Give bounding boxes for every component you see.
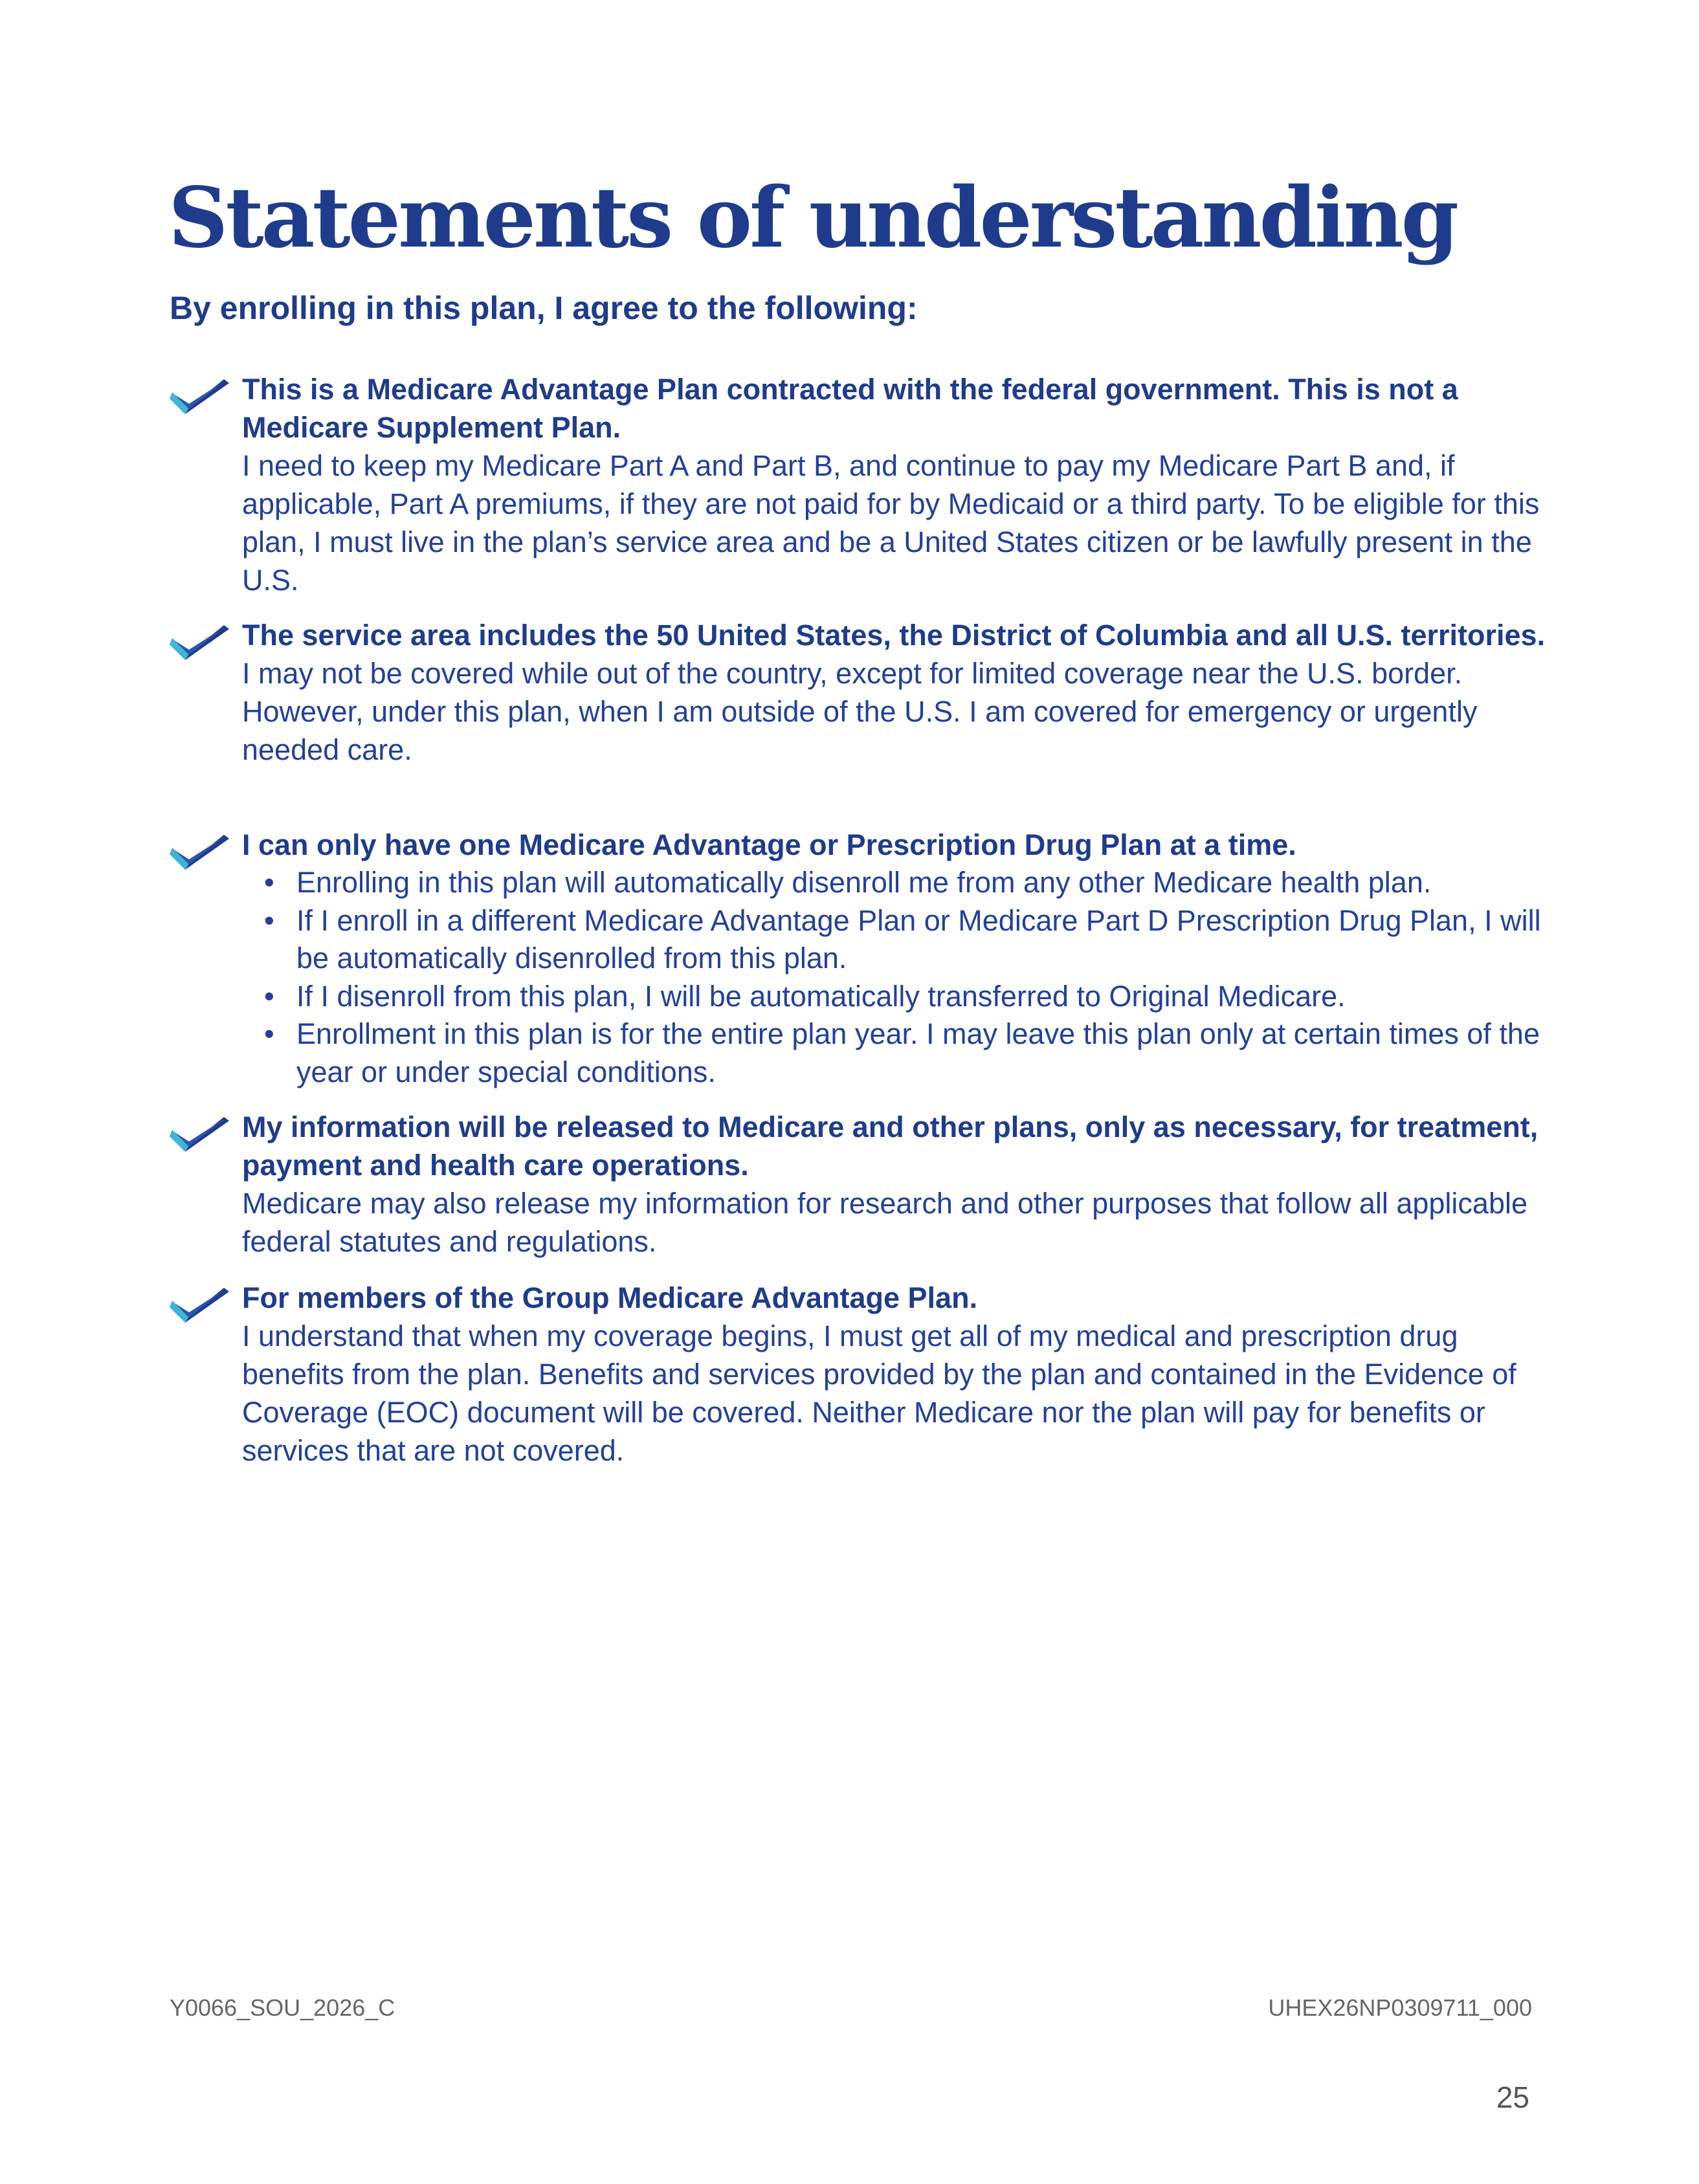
statement-body [242, 616, 1556, 769]
checkmark-icon [170, 375, 229, 414]
page-title: Statements of understanding [168, 170, 1457, 267]
bullet-text: Enrolling in this plan will automatically disenroll me from any other Medicare health plan. [296, 866, 1432, 899]
bullet-item [242, 864, 1556, 902]
bullet-item [242, 978, 1556, 1016]
statement-body [242, 1279, 1556, 1470]
statement-text: Medicare may also release my information for research and other purposes that follow all applicable federal statutes and regulations. [242, 1187, 1527, 1258]
bullet-icon: • [264, 903, 274, 937]
bullet-text: If I enroll in a different Medicare Advantage Plan or Medicare Part D Prescription Drug Plan, I will be automatically disenrolled from this plan. [296, 903, 1541, 975]
statement-heading: For members of the Group Medicare Advantage Plan. [242, 1281, 978, 1314]
statement-heading: My information will be released to Medicare and other plans, only as necessary, for treatment, payment and health care operations. [242, 1110, 1538, 1182]
bullet-text: If I disenroll from this plan, I will be automatically transferred to Original Medicare. [296, 979, 1346, 1013]
checkmark-icon [170, 621, 229, 660]
bullet-icon: • [264, 866, 274, 899]
statement-text: I need to keep my Medicare Part A and Part B, and continue to pay my Medicare Part B and, if applicable, Part A premiums, if they are not paid for by Medicaid or a third party. To be eligible for this plan, I must live in the plan’s service area and be a United States citizen or be lawfully present in the U.S. [242, 449, 1540, 597]
statement-bullet-list [242, 864, 1556, 1091]
statement-text: I may not be covered while out of the country, except for limited coverage near the U.S. border. However, under this plan, when I am outside of the U.S. I am covered for emergency or urgently needed care. [242, 657, 1478, 766]
checkmark-icon [170, 831, 229, 870]
bullet-item [242, 1015, 1556, 1091]
statement-heading: The service area includes the 50 United States, the District of Columbia and all U.S. territories. [242, 619, 1546, 652]
bullet-item [242, 902, 1556, 978]
checkmark-icon [170, 1113, 229, 1152]
statement-heading: This is a Medicare Advantage Plan contracted with the federal government. This is not a Medicare Supplement Plan. [242, 373, 1458, 444]
page-number: 25 [1496, 2080, 1529, 2114]
statement-heading: I can only have one Medicare Advantage or Prescription Drug Plan at a time. [242, 828, 1296, 861]
bullet-text: Enrollment in this plan is for the entire plan year. I may leave this plan only at certain times of the year or under special conditions. [296, 1017, 1540, 1088]
statement-body [242, 826, 1556, 1091]
page-subtitle: By enrolling in this plan, I agree to the following: [170, 290, 918, 326]
checkmark-icon [170, 1284, 229, 1323]
statement-body [242, 1108, 1556, 1261]
bullet-icon: • [264, 979, 274, 1013]
statement-text: I understand that when my coverage begins, I must get all of my medical and prescription drug benefits from the plan. Benefits and services provided by the plan and contained in the Evidence of Coverage (EOC) document will be covered. Neither Medicare nor the plan will pay for benefits or services that are not covered. [242, 1319, 1516, 1467]
footer-form-code: UHEX26NP0309711_000 [1268, 1994, 1532, 2021]
statement-body [242, 370, 1556, 599]
footer-document-code: Y0066_SOU_2026_C [170, 1994, 395, 2021]
bullet-icon: • [264, 1017, 274, 1050]
